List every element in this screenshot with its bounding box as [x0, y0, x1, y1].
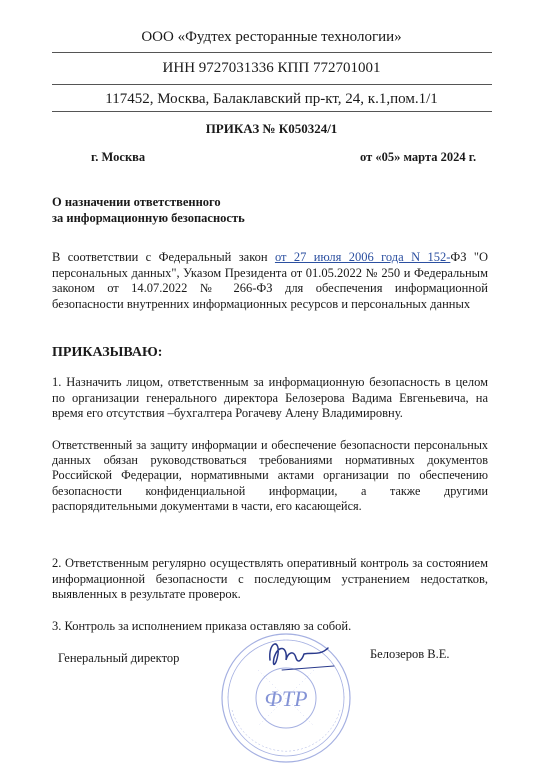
law-link[interactable]: от 27 июля 2006 года N 152-: [274, 250, 451, 264]
intro-text-start: В соответствии с Федеральный закон: [52, 250, 275, 264]
subject-line-2: за информационную безопасность: [52, 210, 245, 225]
order-subject: [52, 195, 245, 226]
header-divider: [52, 84, 492, 85]
director-position: Генеральный директор: [58, 651, 180, 665]
subject-line-1: О назначении ответственного: [52, 195, 221, 209]
item-2: 2. Ответственным регулярно осуществлять оперативный контроль за состоянием информационной безопасности с последующим устранением недостатков, выявленных в результате проверок.: [52, 556, 488, 601]
stamp-label: ФТР: [264, 686, 308, 711]
order-city: г. Москва: [91, 150, 146, 164]
order-title: ПРИКАЗ № К050324/1: [205, 121, 338, 136]
header-divider: [52, 52, 492, 53]
handwritten-signature: [262, 630, 342, 678]
company-inn-kpp: ИНН 9727031336 КПП 772701001: [162, 60, 381, 76]
item-3: 3. Контроль за исполнением приказа оставляю за собой.: [52, 619, 352, 633]
intro-text-end: ФЗ "О персональных данных", Указом Президента от 01.05.2022 № 250 и Федеральным законом от 14.07.2022 № 266-ФЗ для обеспечения информационной безопасности внутренних информационных ресурсов и персональных данных: [52, 250, 488, 311]
signature-graphic: [262, 630, 342, 678]
order-date: от «05» марта 2024 г.: [360, 150, 477, 164]
item-1: 1. Назначить лицом, ответственным за информационную безопасность в целом по организации генерального директора Белозерова Вадима Евгеньевича, на время его отсутствия –бухгалтера Рогачеву Алену Владимировну.: [52, 375, 488, 420]
director-name: Белозеров В.Е.: [370, 647, 450, 661]
item-1-responsibilities: Ответственный за защиту информации и обеспечение безопасности персональных данных обязан руководствоваться требованиями нормативных документов Российской Федерации, нормативными актами организации по обеспечению безопасности конфиденциальной информации, а также другими распорядительными документами в части, его касающейся.: [52, 438, 488, 513]
header-divider: [52, 111, 492, 112]
company-name: ООО «Фудтех ресторанные технологии»: [141, 29, 402, 45]
intro-paragraph: [52, 250, 488, 312]
company-address: 117452, Москва, Балаклавский пр-кт, 24, к.1,пом.1/1: [105, 91, 438, 107]
order-word: ПРИКАЗЫВАЮ:: [52, 345, 163, 360]
